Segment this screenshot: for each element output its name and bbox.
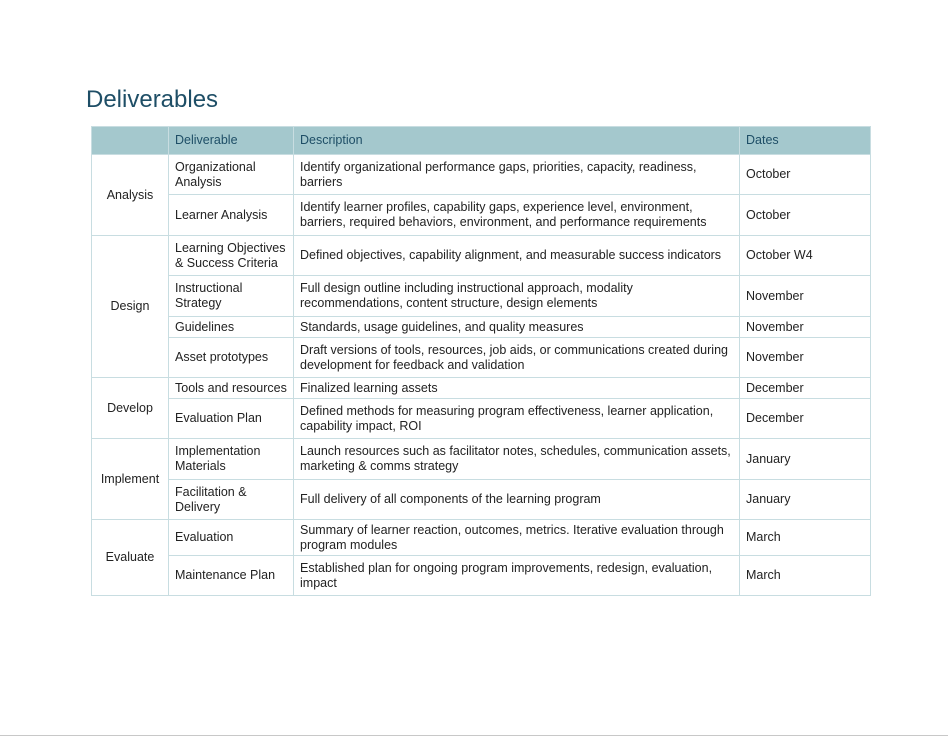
deliverable-cell: Maintenance Plan [169, 556, 294, 596]
date-cell: March [740, 520, 871, 556]
table-row [92, 378, 871, 399]
date-cell: December [740, 399, 871, 439]
description-cell: Full design outline including instructional approach, modality recommendations, content structure, design elements [294, 276, 740, 317]
description-cell: Identify learner profiles, capability gaps, experience level, environment, barriers, required behaviors, environment, and performance requirements [294, 195, 740, 236]
table-row [92, 556, 871, 596]
description-cell: Identify organizational performance gaps, priorities, capacity, readiness, barriers [294, 155, 740, 195]
description-cell: Draft versions of tools, resources, job aids, or communications created during development for feedback and validation [294, 338, 740, 378]
description-cell: Defined objectives, capability alignment, and measurable success indicators [294, 236, 740, 276]
date-cell: October W4 [740, 236, 871, 276]
deliverable-cell: Learning Objectives & Success Criteria [169, 236, 294, 276]
phase-cell: Design [92, 236, 169, 378]
deliverable-cell: Tools and resources [169, 378, 294, 399]
deliverable-cell: Instructional Strategy [169, 276, 294, 317]
date-cell: October [740, 155, 871, 195]
deliverable-cell: Guidelines [169, 317, 294, 338]
description-cell: Standards, usage guidelines, and quality measures [294, 317, 740, 338]
description-cell: Summary of learner reaction, outcomes, metrics. Iterative evaluation through program modules [294, 520, 740, 556]
date-cell: November [740, 276, 871, 317]
date-cell: October [740, 195, 871, 236]
table-header-row [92, 127, 871, 155]
deliverable-cell: Evaluation Plan [169, 399, 294, 439]
date-cell: March [740, 556, 871, 596]
date-cell: November [740, 317, 871, 338]
description-cell: Full delivery of all components of the learning program [294, 480, 740, 520]
date-cell: November [740, 338, 871, 378]
date-cell: December [740, 378, 871, 399]
table-row [92, 338, 871, 378]
description-cell: Finalized learning assets [294, 378, 740, 399]
deliverable-cell: Facilitation & Delivery [169, 480, 294, 520]
deliverable-cell: Implementation Materials [169, 439, 294, 480]
dates-column-header: Dates [740, 127, 871, 155]
phase-cell: Evaluate [92, 520, 169, 596]
table-row [92, 276, 871, 317]
deliverable-cell: Asset prototypes [169, 338, 294, 378]
description-cell: Defined methods for measuring program effectiveness, learner application, capability impact, ROI [294, 399, 740, 439]
phase-cell: Analysis [92, 155, 169, 236]
table-row [92, 155, 871, 195]
table-body [92, 155, 871, 596]
table-row [92, 236, 871, 276]
description-column-header: Description [294, 127, 740, 155]
table-row [92, 439, 871, 480]
deliverable-column-header: Deliverable [169, 127, 294, 155]
table-row [92, 480, 871, 520]
table-row [92, 520, 871, 556]
phase-column-header [92, 127, 169, 155]
description-cell: Established plan for ongoing program improvements, redesign, evaluation, impact [294, 556, 740, 596]
date-cell: January [740, 439, 871, 480]
table-row [92, 399, 871, 439]
deliverable-cell: Organizational Analysis [169, 155, 294, 195]
deliverable-cell: Learner Analysis [169, 195, 294, 236]
phase-cell: Develop [92, 378, 169, 439]
table-row [92, 317, 871, 338]
deliverables-table [91, 126, 871, 596]
table-row [92, 195, 871, 236]
deliverable-cell: Evaluation [169, 520, 294, 556]
page-bottom-divider [0, 735, 948, 736]
description-cell: Launch resources such as facilitator notes, schedules, communication assets, marketing & comms strategy [294, 439, 740, 480]
date-cell: January [740, 480, 871, 520]
phase-cell: Implement [92, 439, 169, 520]
page-title: Deliverables [86, 86, 219, 113]
